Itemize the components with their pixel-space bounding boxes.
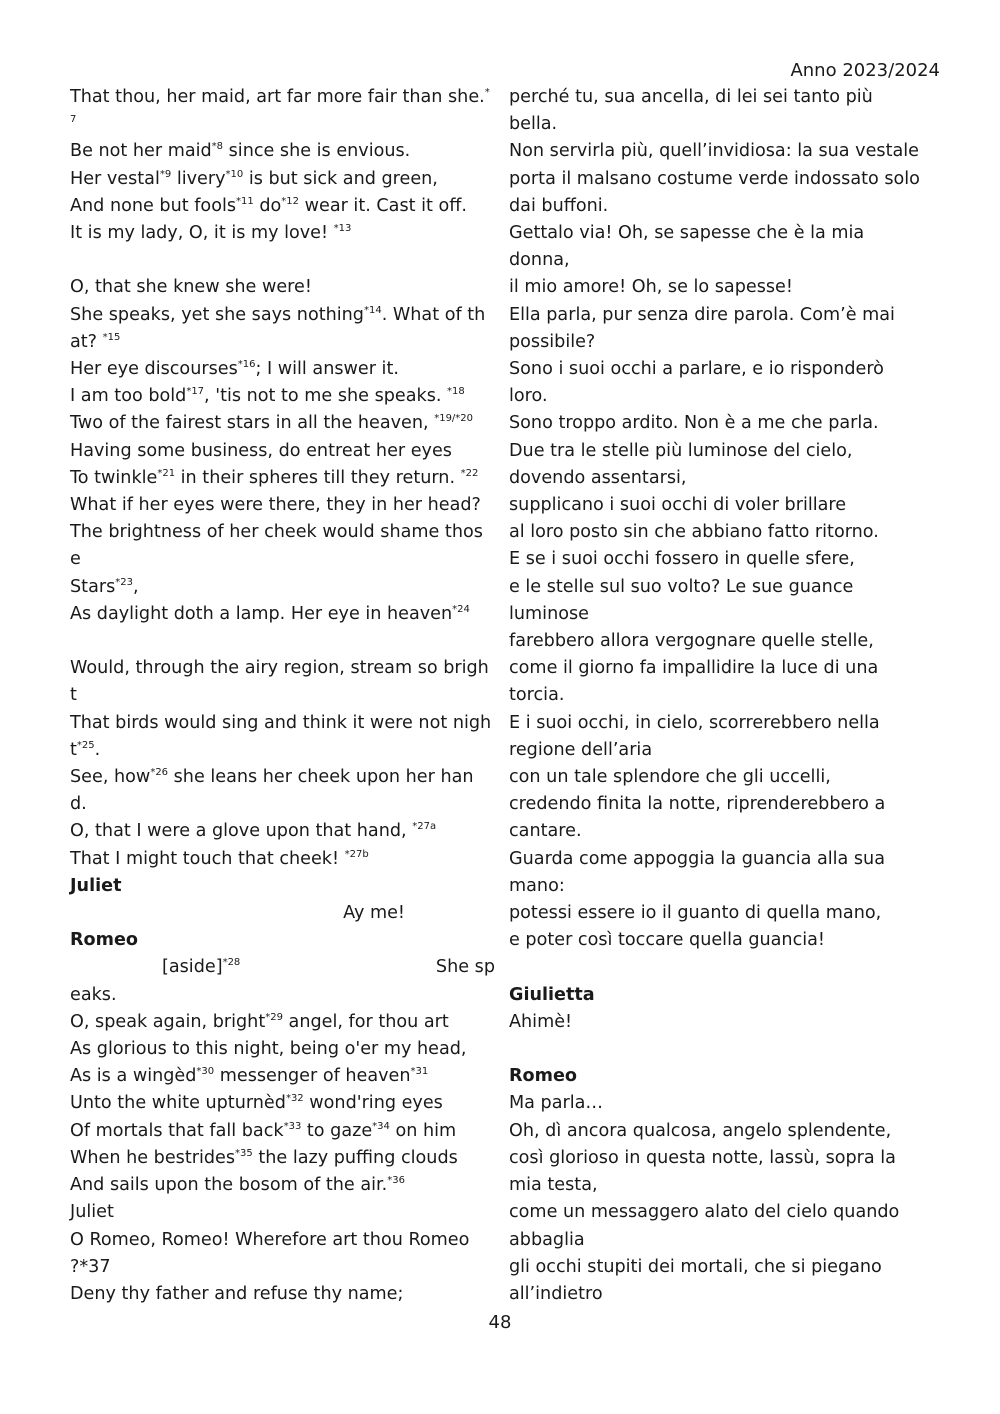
line-text: Juliet <box>70 1202 114 1223</box>
line-text: Ahimè! <box>509 1011 573 1032</box>
italian-line <box>509 655 939 682</box>
italian-line <box>509 329 939 356</box>
line-text: loro. <box>509 386 548 407</box>
english-line <box>70 356 495 383</box>
english-line <box>70 111 495 138</box>
italian-line <box>509 1063 939 1090</box>
english-line <box>70 492 495 519</box>
line-text: donna, <box>509 250 570 271</box>
line-text: eaks. <box>70 984 117 1005</box>
speaker-name: Romeo <box>70 930 138 951</box>
italian-line <box>509 900 939 927</box>
english-line <box>70 193 495 220</box>
line-text: What if her eyes were there, they in her head? <box>70 495 481 516</box>
line-text: Of mortals that fall back <box>70 1120 284 1141</box>
line-text: credendo finita la notte, riprenderebbero a <box>509 794 886 815</box>
line-text: abbaglia <box>509 1229 585 1250</box>
italian-line <box>509 356 939 383</box>
english-line <box>70 84 495 111</box>
line-text: d. <box>70 794 87 815</box>
english-line <box>70 247 495 274</box>
footnote-marker: *28 <box>222 957 241 969</box>
english-line <box>70 1254 495 1281</box>
line-text: And sails upon the bosom of the air. <box>70 1175 388 1196</box>
line-text: in their spheres till they return. <box>175 467 461 488</box>
footnote-marker: *11 <box>236 195 254 207</box>
english-line <box>70 1199 495 1226</box>
footnote-marker: *30 <box>196 1066 215 1078</box>
footnote-marker: *10 <box>225 168 244 180</box>
line-text: Two of the fairest stars in all the heaven, <box>70 413 435 434</box>
english-line <box>70 900 495 927</box>
line-text: ; I will answer it. <box>255 359 399 380</box>
line-text: e <box>70 549 81 570</box>
english-line <box>70 873 495 900</box>
line-text: . <box>94 739 101 760</box>
line-text: Oh, dì ancora qualcosa, angelo splendente, <box>509 1120 892 1141</box>
english-line <box>70 737 495 764</box>
line-text: do <box>253 195 282 216</box>
english-line <box>70 1172 495 1199</box>
line-text: ?*37 <box>70 1256 111 1277</box>
english-line <box>70 846 495 873</box>
italian-line <box>509 247 939 274</box>
italian-line <box>509 927 939 954</box>
footnote-marker: *17 <box>186 386 205 398</box>
line-text: t <box>70 739 77 760</box>
italian-line <box>509 628 939 655</box>
english-line <box>70 546 495 573</box>
line-text: on him <box>389 1120 457 1141</box>
italian-line <box>509 846 939 873</box>
english-line <box>70 329 495 356</box>
line-text: E i suoi occhi, in cielo, scorrerebbero nella <box>509 712 880 733</box>
line-text: livery <box>171 168 226 189</box>
italian-line <box>509 166 939 193</box>
italian-line <box>509 818 939 845</box>
footnote-marker: *22 <box>460 467 479 479</box>
english-line <box>70 574 495 601</box>
english-line <box>70 1090 495 1117</box>
english-line <box>70 954 495 981</box>
line-text: come un messaggero alato del cielo quando <box>509 1202 900 1223</box>
footnote-marker: * <box>484 87 490 99</box>
line-text: supplicano i suoi occhi di voler brillare <box>509 495 847 516</box>
english-line <box>70 1063 495 1090</box>
english-line <box>70 927 495 954</box>
line-text: Due tra le stelle più luminose del cielo, <box>509 440 853 461</box>
line-text: E se i suoi occhi fossero in quelle sfere, <box>509 549 855 570</box>
line-text: , <box>132 576 139 597</box>
page-number: 48 <box>488 1312 512 1333</box>
english-line <box>70 791 495 818</box>
page-header-year: Anno 2023/2024 <box>790 60 940 81</box>
line-text: al loro posto sin che abbiano fatto ritorno. <box>509 522 879 543</box>
line-text: Stars <box>70 576 116 597</box>
stage-direction <box>162 954 240 981</box>
english-line <box>70 1227 495 1254</box>
line-text: Guarda come appoggia la guancia alla sua <box>509 848 885 869</box>
line-text: wond'ring eyes <box>303 1093 443 1114</box>
italian-line <box>509 955 939 982</box>
line-text: As glorious to this night, being o'er my head, <box>70 1039 467 1060</box>
english-line <box>70 519 495 546</box>
english-line <box>70 438 495 465</box>
italian-line <box>509 138 939 165</box>
italian-line <box>509 84 939 111</box>
footnote-marker: *31 <box>410 1066 429 1078</box>
footnote-marker: *15 <box>102 331 121 343</box>
line-text: farebbero allora vergognare quelle stelle, <box>509 631 874 652</box>
line-text: Non servirla più, quell’invidiosa: la sua vestale <box>509 141 919 162</box>
footnote-marker: *36 <box>387 1175 405 1187</box>
line-text: . What of th <box>381 304 486 325</box>
line-text: e poter così toccare quella guancia! <box>509 930 825 951</box>
line-text: , 'tis not to me she speaks. <box>204 386 448 407</box>
italian-line <box>509 383 939 410</box>
italian-line <box>509 220 939 247</box>
english-line <box>70 220 495 247</box>
italian-line <box>509 982 939 1009</box>
english-line <box>70 383 495 410</box>
footnote-marker: *24 <box>452 603 470 615</box>
footnote-marker: *8 <box>211 141 224 153</box>
line-text: Deny thy father and refuse thy name; <box>70 1283 404 1304</box>
italian-translation-column <box>509 84 939 1308</box>
line-text: potessi essere io il guanto di quella mano, <box>509 903 882 924</box>
line-text: The brightness of her cheek would shame thos <box>70 522 483 543</box>
line-text: porta il malsano costume verde indossato solo <box>509 168 920 189</box>
italian-line <box>509 1145 939 1172</box>
italian-line <box>509 492 939 519</box>
footnote-marker: *12 <box>281 195 300 207</box>
italian-line <box>509 274 939 301</box>
line-text: Ay me! <box>343 903 405 924</box>
line-text: to gaze <box>301 1120 373 1141</box>
english-line <box>70 764 495 791</box>
italian-line <box>509 574 939 601</box>
line-text: wear it. Cast it off. <box>299 195 467 216</box>
italian-line <box>509 438 939 465</box>
line-text: Gettalo via! Oh, se sapesse che è la mia <box>509 223 865 244</box>
footnote-marker: *32 <box>285 1093 304 1105</box>
line-text: When he bestrides <box>70 1147 236 1168</box>
footnote-marker: *27b <box>344 848 369 860</box>
line-text: Unto the white upturnèd <box>70 1093 286 1114</box>
line-text: angel, for thou art <box>282 1011 449 1032</box>
english-line <box>70 302 495 329</box>
english-line <box>70 710 495 737</box>
english-line <box>70 410 495 437</box>
english-line <box>70 1009 495 1036</box>
line-text: she leans her cheek upon her han <box>168 767 474 788</box>
line-text: torcia. <box>509 685 565 706</box>
english-line <box>70 682 495 709</box>
english-line <box>70 628 495 655</box>
speaker-name: Juliet <box>70 875 122 896</box>
speaker-name: Giulietta <box>509 984 595 1005</box>
line-text: luminose <box>509 603 589 624</box>
line-text: regione dell’aria <box>509 739 653 760</box>
line-text: That thou, her maid, art far more fair than she. <box>70 87 485 107</box>
italian-line <box>509 1036 939 1063</box>
line-text: dovendo assentarsi, <box>509 467 687 488</box>
line-text: il mio amore! Oh, se lo sapesse! <box>509 277 793 298</box>
line-text: bella. <box>509 114 558 135</box>
italian-line <box>509 601 939 628</box>
english-line <box>70 1118 495 1145</box>
footnote-marker: *27a <box>412 821 437 833</box>
footnote-marker: *19/*20 <box>434 413 474 425</box>
footnote-marker: *16 <box>237 359 256 371</box>
italian-line <box>509 111 939 138</box>
line-text: And none but fools <box>70 195 237 216</box>
line-text: O, speak again, bright <box>70 1011 266 1032</box>
english-line <box>70 1145 495 1172</box>
footnote-marker: *23 <box>115 576 133 588</box>
line-text: O Romeo, Romeo! Wherefore art thou Romeo <box>70 1229 470 1250</box>
italian-line <box>509 1090 939 1117</box>
italian-line <box>509 410 939 437</box>
stage-direction-text: [aside] <box>162 957 223 978</box>
line-text: messenger of heaven <box>214 1066 411 1087</box>
footnote-marker: *13 <box>333 223 352 235</box>
footnote-marker: *29 <box>265 1012 283 1024</box>
italian-line <box>509 682 939 709</box>
footnote-marker: *18 <box>447 386 465 398</box>
line-text: O, that I were a glove upon that hand, <box>70 821 413 842</box>
italian-line <box>509 1118 939 1145</box>
line-text: That I might touch that cheek! <box>70 848 345 869</box>
line-text: possibile? <box>509 331 596 352</box>
line-text: Ella parla, pur senza dire parola. Com’è mai <box>509 304 895 325</box>
footnote-marker: *34 <box>372 1120 390 1132</box>
italian-line <box>509 302 939 329</box>
italian-line <box>509 791 939 818</box>
line-text: Sono troppo ardito. Non è a me che parla. <box>509 413 879 434</box>
italian-line <box>509 193 939 220</box>
footnote-marker: 7 <box>70 114 77 126</box>
english-line <box>70 818 495 845</box>
footnote-marker: *9 <box>159 168 172 180</box>
italian-line <box>509 465 939 492</box>
english-text-column <box>70 84 495 1308</box>
english-line <box>70 601 495 628</box>
english-line <box>70 166 495 193</box>
line-text: is but sick and green, <box>243 168 438 189</box>
line-text: con un tale splendore che gli uccelli, <box>509 767 831 788</box>
line-text: the lazy puffing clouds <box>252 1147 458 1168</box>
english-line <box>70 138 495 165</box>
english-line <box>70 655 495 682</box>
footnote-marker: *25 <box>76 739 95 751</box>
english-line <box>70 982 495 1009</box>
line-text: all’indietro <box>509 1283 603 1304</box>
line-text: I am too bold <box>70 386 187 407</box>
line-text: mano: <box>509 875 565 896</box>
line-text: Her vestal <box>70 168 160 189</box>
line-text: dai buffoni. <box>509 195 609 216</box>
line-text: Ma parla… <box>509 1093 603 1114</box>
line-text: She speaks, yet she says nothing <box>70 304 364 325</box>
line-text: She sp <box>435 957 495 978</box>
line-text: since she is envious. <box>223 141 411 162</box>
line-text: gli occhi stupiti dei mortali, che si piegano <box>509 1256 882 1277</box>
italian-line <box>509 764 939 791</box>
speaker-name: Romeo <box>509 1066 577 1087</box>
line-text: To twinkle <box>70 467 158 488</box>
english-line <box>70 1036 495 1063</box>
line-text: As is a wingèd <box>70 1066 197 1087</box>
footnote-marker: *33 <box>283 1120 302 1132</box>
line-text: Be not her maid <box>70 141 212 162</box>
english-line <box>70 1281 495 1308</box>
footnote-marker: *21 <box>157 467 176 479</box>
italian-line <box>509 1009 939 1036</box>
line-text: cantare. <box>509 821 582 842</box>
italian-line <box>509 737 939 764</box>
line-text: Her eye discourses <box>70 359 238 380</box>
italian-line <box>509 873 939 900</box>
line-text: Sono i suoi occhi a parlare, e io risponderò <box>509 359 884 380</box>
line-text: As daylight doth a lamp. Her eye in heaven <box>70 603 453 624</box>
line-text: at? <box>70 331 103 352</box>
italian-line <box>509 1199 939 1226</box>
line-text: That birds would sing and think it were not nigh <box>70 712 492 733</box>
footnote-marker: *14 <box>363 304 382 316</box>
italian-line <box>509 1254 939 1281</box>
line-text: come il giorno fa impallidire la luce di una <box>509 658 879 679</box>
italian-line <box>509 710 939 737</box>
footnote-marker: *26 <box>150 767 169 779</box>
italian-line <box>509 1227 939 1254</box>
line-text: Would, through the airy region, stream so brigh <box>70 658 489 679</box>
italian-line <box>509 546 939 573</box>
italian-line <box>509 519 939 546</box>
italian-line <box>509 1172 939 1199</box>
line-text: e le stelle sul suo volto? Le sue guance <box>509 576 854 597</box>
line-text: t <box>70 685 77 706</box>
line-text: Having some business, do entreat her eyes <box>70 440 452 461</box>
english-line <box>70 465 495 492</box>
line-text: così glorioso in questa notte, lassù, sopra la <box>509 1147 896 1168</box>
line-text: O, that she knew she were! <box>70 277 312 298</box>
english-line <box>70 274 495 301</box>
line-text: perché tu, sua ancella, di lei sei tanto più <box>509 87 873 107</box>
line-text: mia testa, <box>509 1175 598 1196</box>
italian-line <box>509 1281 939 1308</box>
line-text: See, how <box>70 767 151 788</box>
line-text: It is my lady, O, it is my love! <box>70 223 334 244</box>
footnote-marker: *35 <box>235 1148 253 1160</box>
